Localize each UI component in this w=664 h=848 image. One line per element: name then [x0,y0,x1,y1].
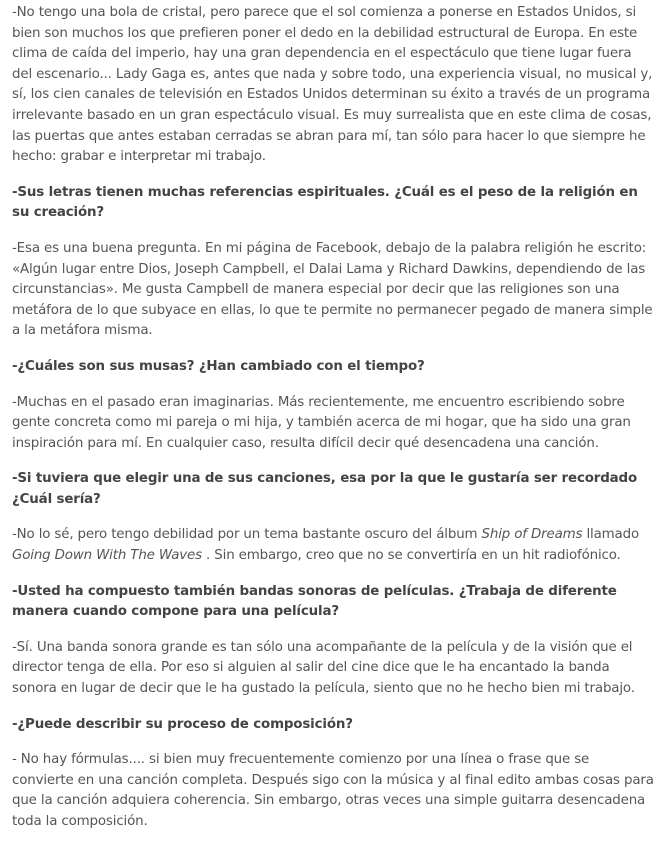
answer-paragraph: - No hay fórmulas.... si bien muy frecuentemente comienzo por una línea o frase que se convierte en una canción completa. Después sigo con la música y al final edito ambas cosas para que la canción adquiera coherencia. Sin embargo, otras veces una simple guitarra desencadena toda la composición. [12,752,654,829]
question-heading: -Sus letras tienen muchas referencias espirituales. ¿Cuál es el peso de la religión en su creación? [12,184,638,221]
question-heading: -Si tuviera que elegir una de sus canciones, esa por la que le gustaría ser recordado ¿Cuál sería? [12,471,638,507]
answer-text: -No lo sé, pero tengo debilidad por un tema bastante oscuro del álbum [12,527,482,543]
question-heading: -Usted ha compuesto también bandas sonoras de películas. ¿Trabaja de diferente manera cuando compone para una película? [12,583,617,620]
answer-paragraph: -Esa es una buena pregunta. En mi página de Facebook, debajo de la palabra religión he escrito: «Algún lugar entre Dios, Joseph Campbell, el Dalai Lama y Richard Dawkins, dependiendo de las circunstancias». Me gusta Campbell de manera especial por decir que las religiones son una metáfora de lo que subyace en ellas, lo que te permite no permanecer pegado de manera simple a la metáfora misma. [12,240,653,339]
answer-text: . Sin embargo, creo que no se convertiría en un hit radiofónico. [201,548,621,564]
question-heading: -¿Puede describir su proceso de composición? [12,716,353,732]
album-title: Ship of Dreams [481,527,583,543]
answer-text: llamado [582,527,640,543]
song-title: Going Down With The Waves [12,548,202,564]
answer-paragraph [12,525,654,566]
answer-paragraph: -Sí. Una banda sonora grande es tan sólo una acompañante de la película y de la visión que el director tenga de ella. Por eso si alguien al salir del cine dice que le ha encantado la banda sonora en lugar de decir que le ha gustado la película, siento que no he hecho bien mi trabajo. [12,639,635,697]
interview-article [12,0,654,848]
answer-paragraph: -Muchas en el pasado eran imaginarias. Más recientemente, me encuentro escribiendo sobre gente concreta como mi pareja o mi hija, y también acerca de mi hogar, que ha sido una gran inspiración para mí. En cualquier caso, resulta difícil decir qué desencadena una canción. [12,394,631,451]
answer-paragraph: -No tengo una bola de cristal, pero parece que el sol comienza a ponerse en Estados Unidos, si bien son muchos los que prefieren poner el dedo en la debilidad estructural de Europa. En este clima de caída del imperio, hay una gran dependencia en el espectáculo que tiene lugar fuera del escenario... Lady Gaga es, antes que nada y sobre todo, una experiencia visual, no musical y, sí, los cien canales de televisión en Estados Unidos determinan su éxito a través de un programa irrelevante basado en un gran espectáculo visual. Es muy surrealista que en este clima de cosas, las puertas que antes estaban cerradas se abran para mí, tan sólo para hacer lo que siempre he hecho: grabar e interpretar mi trabajo. [12,5,653,165]
question-heading: -¿Cuáles son sus musas? ¿Han cambiado con el tiempo? [12,358,425,374]
